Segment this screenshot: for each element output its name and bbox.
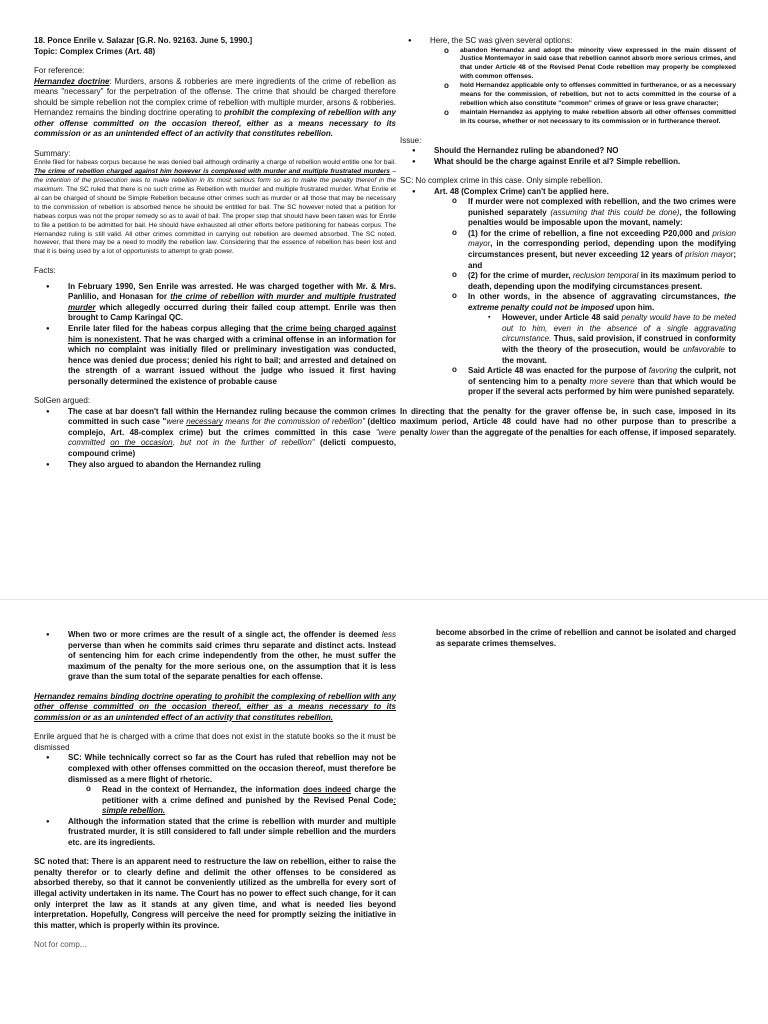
issue-heading: Issue: [400, 135, 422, 145]
list-item: o (1) for the crime of rebellion, a fine not exceeding P20,000 and prision mayor, in the corresponding period, depending upon the modifying circumstances present, but never exceeding 12 years of prision mayor; and [468, 229, 736, 271]
reference-heading: For reference: [34, 66, 85, 76]
summary-heading: Summary: [34, 148, 71, 158]
left-column [34, 36, 396, 470]
options-list [400, 36, 736, 127]
list-item: ● Enrile later filed for the habeas corpus alleging that the crime being charged against him is nonexistent. That he was charged with a criminal offense in an information for which no complaint was initially filed or preliminary investigation was conducted, hence was denied due process; denied his right to bail; and arrested and detained on the strength of a warrant issued without the judge who issued it first having personally determined the existence of probable cause [68, 324, 396, 387]
right-continuation: become absorbed in the crime of rebellion and cannot be isolated and charged as separate crimes themselves. [436, 628, 736, 648]
cut-off-line: Not for comp... [34, 940, 87, 950]
summary-italic: – the intention of the prosecution was to make rebellion in its most serious form so as to make the penalty thereof in the maximum. [34, 168, 397, 194]
summary-rest: The SC ruled that there is no such crime as Rebellion with murder and multiple frustrated murder. What Enrile et al can be charged of should be Simple Rebellion because other crimes such as murder or all those that may be necessary to the commission of rebellion is absorbed hence he should be entitled for bail. The SC however noted that a petition for habeas corpus was not the proper remedy so as to avail of bail. The proper step that should have been taken was for Enrile to file a petition to be admitted for bail. He should have exhausted all other efforts before petitioning for habeas corpus. The Hernandez ruling is still valid. All other crimes committed in carrying out rebellion are deemed absorbed. The SC noted, however, that there may be a need to modify the rebellion law. Considering that the essence of rebellion has been lost and that it is being used by a lot of opportunists to attempt to grab power. [34, 186, 396, 256]
options-sublist [430, 47, 736, 127]
case-title: 18. Ponce Enrile v. Salazar [G.R. No. 92163. June 5, 1990.] [34, 36, 253, 45]
list-item: o Read in the context of Hernandez, the information does indeed charge the petitioner with a crime defined and punished by the Revised Penal Code: simple rebellion. [102, 785, 396, 817]
page2-left-column [34, 630, 396, 951]
list-item: ● SC: While technically correct so far as the Court has ruled that rebellion may not be complexed with other offenses committed on the occasion thereof, must therefore be dismissed as a mere flight of rhetoric. o Read in the context of Hernandez, the information does indeed charge the petitioner with a crime defined and punished by the Revised Penal Code: simple rebellion. [68, 753, 396, 816]
list-item: ● They also argued to abandon the Hernandez ruling [68, 460, 396, 471]
list-item: ● In February 1990, Sen Enrile was arrested. He was charged together with Mr. & Mrs. Panlilio, and Honasan for the crime of rebellion with murder and multiple frustrated murder which allegedly occurred during their failed coup attempt. Enrile was then brought to Camp Karingal QC. [68, 282, 396, 324]
sc-sublist [68, 785, 396, 817]
summary-paragraph [34, 159, 396, 257]
facts-heading: Facts: [34, 266, 56, 276]
list-item: ● Although the information stated that the crime is rebellion with murder and multiple frustrated murder, it is still considered to fall under simple rebellion and the murders etc. are its ingredients. [68, 817, 396, 849]
hernandez-doctrine-paragraph [34, 77, 396, 140]
list-item: ● The case at bar doesn't fall within the Hernandez ruling because the common crimes committed in such case "were necessary means for the commission of rebellion" (deltico complejo, Art. 48-complex crime) but the crimes committed in this case "were committed on the occasion, but not in the further of rebellion" (delicti compuesto, compound crime) [68, 407, 396, 460]
sc-list [34, 753, 396, 848]
directing-paragraph: In directing that the penalty for the graver offense be, in such case, imposed in its maximum period, Article 48 could have had no other purpose than to prescribe a penalty lower than the aggregate of the penalties for each offense, if imposed separately. [400, 406, 736, 437]
doctrine-label: Hernandez doctrine [34, 76, 110, 86]
page2-right-column [436, 628, 736, 649]
list-item: o In other words, in the absence of aggravating circumstances, the extreme penalty could not be imposed upon him. ▪ However, under Article 48 said penalty would have to be meted out to him, even in the absence of a single aggravating circumstance. Thus, said provision, if construed in conformity with the theory of the prosecution, would be unfavorable to the movant. [468, 292, 736, 366]
issue-list [400, 146, 736, 167]
list-item: o (2) for the crime of murder, reclusion temporal in its maximum period to death, depending upon the modifying circumstances present. [468, 271, 736, 292]
list-item: o hold Hernandez applicable only to offenses committed in furtherance, or as a necessary means for the commission, of rebellion, but not to acts committed in the course of a rebellion which also constitute "common" crimes of grave or less grave character; [460, 82, 736, 109]
list-item: o abandon Hernandez and adopt the minority view expressed in the main dissent of Justice Montemayor in said case that rebellion cannot absorb more serious crimes, and that under Article 48 of the Revised Penal Code rebellion may properly be complexed with common offenses. [460, 47, 736, 83]
ruling-subsublist [468, 313, 736, 366]
ruling-list [400, 187, 736, 398]
list-item: o Said Article 48 was enacted for the purpose of favoring the culprit, not of sentencing him to a penalty more severe than that which would be proper if the several acts performed by him were punished separately. [468, 366, 736, 398]
page2-list [34, 630, 396, 683]
summary-text: Enrile filed for habeas corpus because he was denied bail although ordinarily a charge of rebellion would entitle one for bail. [34, 159, 396, 167]
sc-noted-paragraph: SC noted that: There is an apparent need to restructure the law on rebellion, either to raise the penalty therefor or to clearly define and delimit the other offenses to be considered as absorbed thereby, so that it cannot be conveniently utilized as the umbrella for every sort of illegal activity undertaken in its name. The Court has no power to effect such change, for it can only interpret the law as it stands at any given time, and what is needed lies beyond interpretation. Hopefully, Congress will perceive the need for promptly seizing the initiative in this matter, which is properly within its province. [34, 857, 396, 930]
list-item: ● What should be the charge against Enrile et al? Simple rebellion. [434, 157, 736, 168]
enrile-argued: Enrile argued that he is charged with a crime that does not exist in the statute books so the it must be dismissed [34, 732, 396, 752]
list-item: ● Here, the SC was given several options: o abandon Hernandez and adopt the minority view expressed in the main dissent of Justice Montemayor in said case that rebellion cannot absorb more serious crimes, and that under Article 48 of the Revised Penal Code rebellion may properly be complexed with common offenses. o hold Hernandez applicable only to offenses committed in furtherance, or as a necessary means for the commission, of rebellion, but not to acts committed in the course of a rebellion which also constitute "common" crimes of grave or less grave character; o maintain Hernandez as applying to make rebellion absorb all other offenses committed in its course, whether or not necessary to its commission or in furtherance thereof. [430, 36, 736, 127]
facts-list [34, 282, 396, 387]
list-item: ● When two or more crimes are the result of a single act, the offender is deemed less perverse than when he commits said crimes thru separate and distinct acts. Instead of sentencing him for each crime independently from the other, he must suffer the maximum of the penalty for the more serious one, on the assumption that it is less grave than the sum total of the separate penalties for each offense. [68, 630, 396, 683]
right-column [400, 36, 736, 438]
doctrine-text: : Murders, arsons & robberies are mere ingredients of the crime of rebellion as means "necessary" for the perpetration of the offense. The crime that should be charged therefore should be simple rebellion not the complex crime of rebellion with multiple murder, arsons & robberies. Hernandez remains the binding doctrine operating to [34, 76, 396, 118]
list-item: o If murder were not complexed with rebellion, and the two crimes were punished separately (assuming that this could be done), the following penalties would be imposable upon the movant, namely: [468, 197, 736, 229]
case-topic: Topic: Complex Crimes (Art. 48) [34, 46, 156, 56]
list-item: ▪ However, under Article 48 said penalty would have to be meted out to him, even in the absence of a single aggravating circumstance. Thus, said provision, if construed in conformity with the theory of the prosecution, would be unfavorable to the movant. [502, 313, 736, 366]
doctrine-emphasis: prohibit the complexing of rebellion with any other offense committed on the occasion thereof, either as a means necessary to its commission or as an unintended effect of an activity that constitutes rebellion. [34, 108, 397, 139]
list-item: ● Art. 48 (Complex Crime) can't be applied here. o If murder were not complexed with rebellion, and the two crimes were punished separately (assuming that this could be done), the following penalties would be imposable upon the movant, namely: o (1) for the crime of rebellion, a fine not exceeding P20,000 and prision mayor, in the corresponding period, depending upon the modifying circumstances present, but never exceeding 12 years of prision mayor; and o (2) for the crime of murder, reclusion temporal in its maximum period to death, depending upon the modifying circumstances present. o In other words, in the absence of aggravating circumstances, the extreme penalty could not be imposed upon him. ▪ However, under Article 48 said penalty would have to be meted out to him, even in the absence of a single aggravating circumstance. Thus, said provision, if construed in conformity with the theory of the prosecution, would be unfavorable to the movant. o Said Article 48 was enacted for the purpose of favoring the culprit, not of sentencing him to a penalty more severe than that which would be proper if the several acts performed by him were punished separately. [434, 187, 736, 398]
solgen-heading: SolGen argued: [34, 396, 91, 406]
list-item: o maintain Hernandez as applying to make rebellion absorb all other offenses committed in its course, whether or not necessary to its commission or in furtherance thereof. [460, 109, 736, 127]
summary-emphasis: The crime of rebellion charged against him however is complexed with murder and multiple frustrated murders [34, 168, 390, 176]
ruling-heading: SC: No complex crime in this case. Only simple rebellion. [400, 176, 603, 186]
ruling-sublist [434, 197, 736, 397]
solgen-list [34, 407, 396, 470]
binding-doctrine: Hernandez remains binding doctrine operating to prohibit the complexing of rebellion with any other offense committed on the occasion thereof, either as a means necessary to its commission or as an unintended effect of an activity that constitutes rebellion. [34, 691, 396, 722]
list-item: ● Should the Hernandez ruling be abandoned? NO [434, 146, 736, 157]
